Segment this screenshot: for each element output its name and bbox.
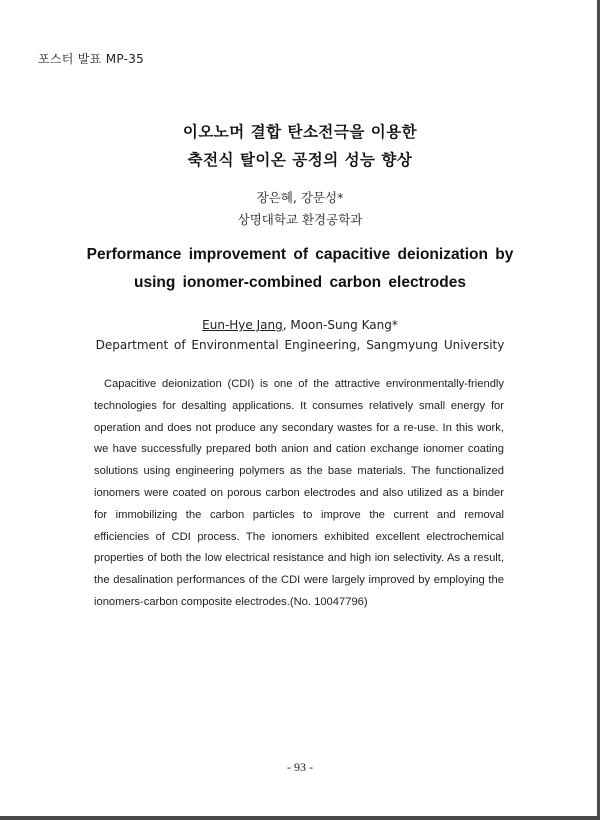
korean-title-line1: 이오노머 결합 탄소전극을 이용한 [182, 123, 418, 141]
korean-title-line2: 축전식 탈이온 공정의 성능 향상 [187, 151, 413, 169]
page-number: - 93 - [287, 760, 313, 774]
author-corresponding: Moon-Sung Kang* [290, 318, 398, 332]
abstract-body: Capacitive deionization (CDI) is one of the attractive environmentally-friendly technologies for desalting applications. It consumes relatively small energy for operation and does not produce any secondary wastes for a re-use. In this work, we have successfully prepared both anion and cation exchange ionomer coating solutions using engineering polymers as the base materials. The functionalized ionomers were coated on porous carbon electrodes and also utilized as a binder for immobilizing the carbon particles to improve the current and removal efficiencies of CDI process. The ionomers exhibited excellent electrochemical properties of both the low electrical resistance and high ion selectivity. As a result, the desalination performances of the CDI were largely improved by employing the ionomers-carbon composite electrodes.(No. 10047796) [94, 378, 504, 608]
english-title-line2: using ionomer-combined carbon electrodes [134, 274, 466, 291]
english-authors [0, 318, 600, 332]
session-label: 포스터 발표 MP-35 [38, 52, 145, 66]
author-presenter: Eun-Hye Jang [202, 318, 283, 332]
english-affiliation: Department of Environmental Engineering, Sangmyung University [95, 338, 505, 352]
page-edge-bottom [0, 816, 600, 820]
author-separator: , [282, 318, 291, 332]
korean-authors: 장은혜, 강문성* [256, 190, 344, 205]
english-title-line1: Performance improvement of capacitive deionization by [86, 246, 514, 263]
korean-affiliation: 상명대학교 환경공학과 [237, 212, 363, 227]
